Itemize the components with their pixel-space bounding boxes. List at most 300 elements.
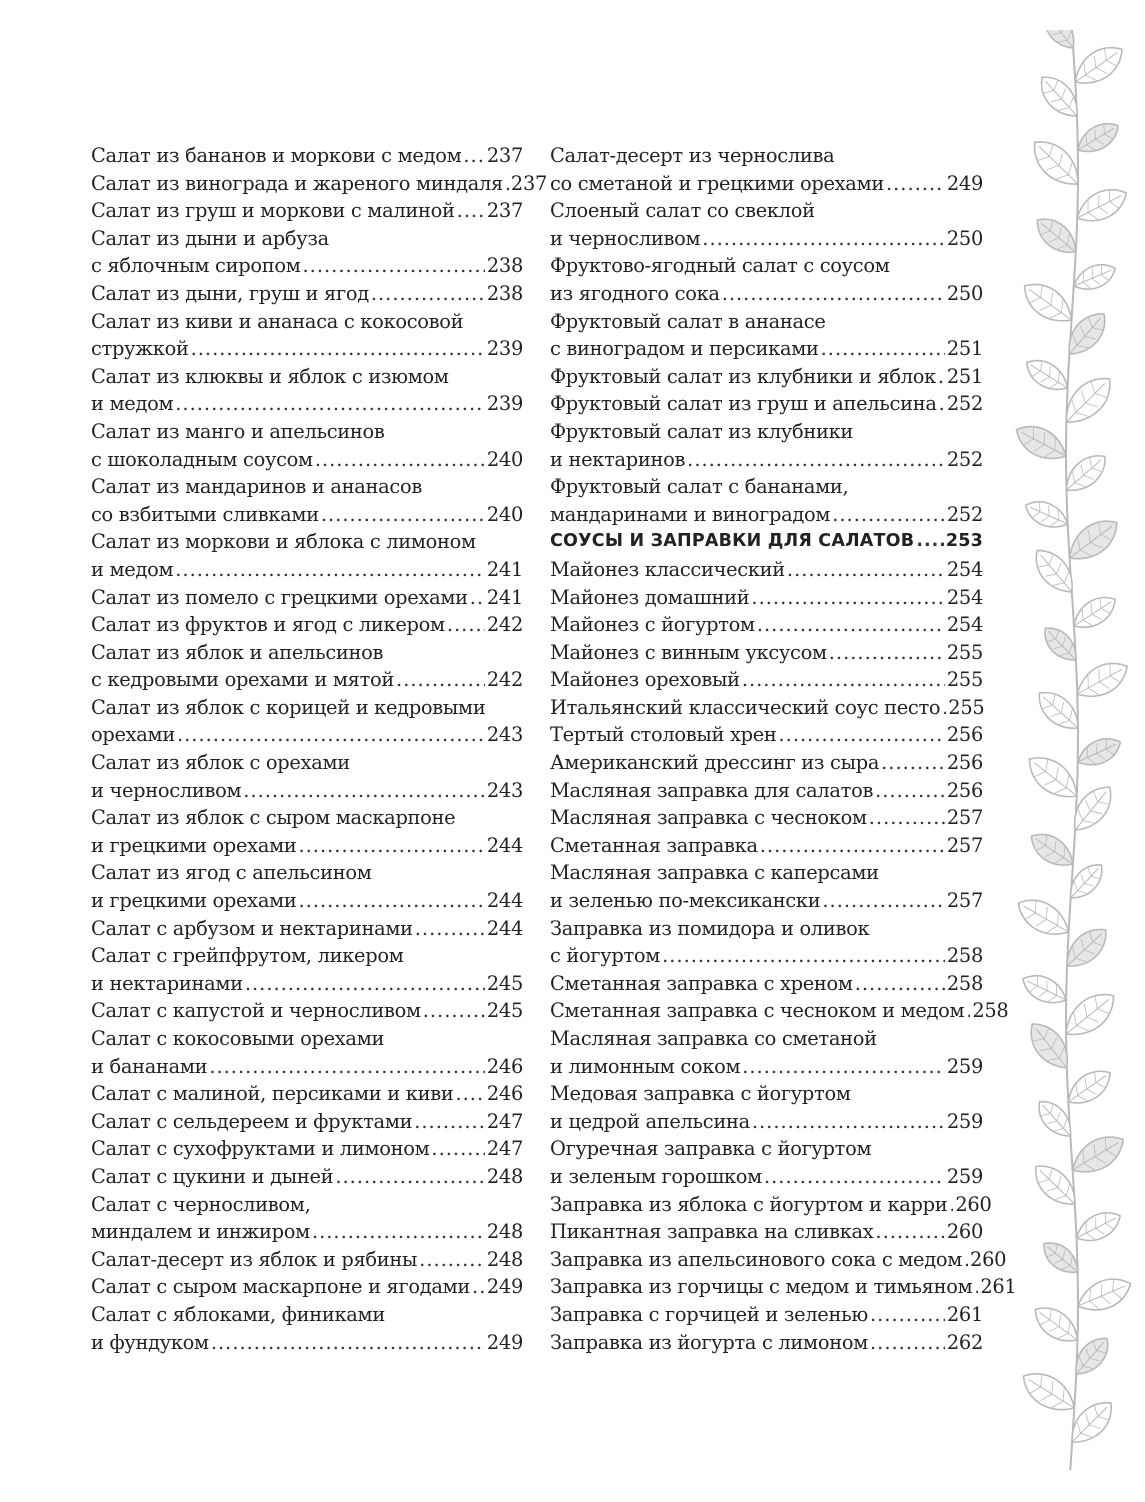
- toc-entry-title: Фруктовый салат из клубники: [550, 419, 854, 443]
- toc-entry: [550, 584, 983, 612]
- toc-entry-line: [550, 1163, 983, 1191]
- toc-entry: [91, 1301, 523, 1356]
- toc-entry-title: и нектаринами: [91, 971, 243, 995]
- toc-entry: [91, 170, 548, 198]
- toc-entry: [550, 556, 983, 584]
- toc-entry-title: и нектаринов: [550, 447, 686, 471]
- toc-entry-line: [550, 335, 983, 363]
- toc-entry-line: [91, 804, 523, 832]
- toc-entry-title: Салат из моркови и яблока с лимоном: [91, 530, 476, 554]
- toc-page-number: 258: [946, 971, 983, 995]
- toc-entry-title: Салат с кокосовыми орехами: [91, 1027, 385, 1050]
- toc-dot-leader: [881, 749, 945, 777]
- toc-entry-line: [550, 584, 983, 612]
- toc-dot-leader: [821, 335, 945, 363]
- toc-entry-title: Салат из яблок с корицей и кедровыми: [91, 695, 486, 719]
- toc-dot-leader: [505, 170, 509, 198]
- toc-entry-line: [91, 556, 523, 584]
- toc-entry-line: [91, 1108, 523, 1136]
- toc-dot-leader: [321, 501, 485, 529]
- toc-dot-leader: [687, 446, 945, 474]
- toc-entry: [550, 1080, 983, 1135]
- toc-page-number: 243: [486, 723, 523, 747]
- toc-entry-title: Майонез ореховый: [550, 668, 740, 692]
- toc-page-number: 258: [946, 944, 983, 968]
- toc-page-number: 250: [946, 226, 983, 250]
- toc-entry: [550, 308, 983, 363]
- toc-entry: [91, 280, 523, 308]
- toc-dot-leader: [371, 280, 485, 308]
- toc-entry-title: Пикантная заправка на сливках: [550, 1220, 874, 1244]
- toc-entry-line: [550, 970, 983, 998]
- toc-page-number: 243: [486, 778, 523, 802]
- toc-entry-line: [91, 335, 523, 363]
- toc-dot-leader: [472, 1273, 485, 1301]
- toc-entry-line: [550, 915, 983, 943]
- toc-entry-title: Заправка из помидора и оливок: [550, 916, 870, 940]
- toc-entry-line: [91, 1301, 523, 1329]
- toc-entry-title: с шоколадным соусом: [91, 447, 313, 471]
- toc-entry: [91, 942, 523, 997]
- toc-entry: [550, 804, 983, 832]
- toc-entry-line: [550, 749, 983, 777]
- toc-dot-leader: [757, 611, 945, 639]
- toc-entry-title: и черносливом: [550, 226, 701, 250]
- toc-entry-line: [91, 142, 523, 170]
- toc-entry-title: Салат из киви и ананаса с кокосовой: [91, 309, 464, 333]
- toc-entry-line: [550, 280, 983, 308]
- toc-entry-line: [91, 308, 523, 336]
- toc-entry-title: Слоеный салат со свеклой: [550, 199, 815, 223]
- toc-entry: [91, 142, 523, 170]
- toc-entry-line: [91, 252, 523, 280]
- toc-dot-leader: [396, 666, 485, 694]
- toc-page-number: 239: [486, 392, 523, 416]
- toc-page-number: 256: [946, 751, 983, 775]
- toc-entry: [550, 1218, 983, 1246]
- toc-entry-title: и лимонным соком: [550, 1054, 741, 1078]
- toc-entry-title: Салат из дыни, груш и ягод: [91, 281, 369, 305]
- toc-entry-line: [91, 1191, 523, 1219]
- toc-entry-title: из ягодного сока: [550, 281, 720, 305]
- toc-entry-line: [550, 887, 983, 915]
- toc-entry-title: Масляная заправка со сметаной: [550, 1027, 877, 1050]
- toc-dot-leader: [869, 804, 945, 832]
- toc-entry: [91, 308, 523, 363]
- toc-page-number: 244: [486, 916, 523, 940]
- toc-entry-line: [91, 749, 523, 777]
- toc-dot-leader: [942, 694, 946, 722]
- toc-page-number: 244: [486, 889, 523, 913]
- toc-entry: [91, 528, 523, 583]
- toc-entry-title: Салат из ягод с апельсином: [91, 861, 372, 885]
- toc-dot-leader: [939, 390, 945, 418]
- toc-entry-line: [550, 639, 983, 667]
- toc-page-number: 259: [946, 1054, 983, 1078]
- toc-entry-line: [550, 832, 983, 860]
- toc-dot-leader: [752, 1108, 945, 1136]
- toc-entry: [550, 666, 983, 694]
- toc-column-left: [91, 142, 548, 1356]
- toc-page-number: 250: [946, 281, 983, 305]
- toc-dot-leader: [298, 832, 484, 860]
- toc-entry: [91, 1025, 523, 1080]
- toc-dot-leader: [455, 1080, 484, 1108]
- toc-entry-line: [91, 1053, 523, 1081]
- toc-entry-title: Фруктовый салат с бананами,: [550, 475, 849, 499]
- toc-entry-title: и бананами: [91, 1054, 208, 1078]
- toc-entry: [91, 859, 523, 914]
- toc-entry-title: Салат из дыни и арбуза: [91, 226, 329, 250]
- toc-dot-leader: [431, 1135, 484, 1163]
- toc-entry-line: [550, 804, 983, 832]
- toc-entry: [550, 473, 983, 528]
- toc-entry: [91, 1246, 523, 1274]
- toc-entry-line: [550, 142, 983, 170]
- toc-page-number: 238: [486, 281, 523, 305]
- toc-page-number: 239: [486, 337, 523, 361]
- toc-dot-leader: [457, 197, 485, 225]
- toc-entry-title: со сметаной и грецкими орехами: [550, 171, 884, 195]
- toc-dot-leader: [964, 1246, 968, 1274]
- toc-page-number: 237: [486, 199, 523, 223]
- toc-entry-line: [550, 170, 983, 198]
- toc-dot-leader: [177, 721, 485, 749]
- toc-dot-leader: [312, 1218, 485, 1246]
- toc-dot-leader: [760, 832, 945, 860]
- toc-entry-line: [91, 970, 523, 998]
- toc-page-number: 260: [970, 1247, 1007, 1271]
- toc-page-number: 262: [946, 1330, 983, 1354]
- toc-page-number: 246: [486, 1054, 523, 1078]
- toc-entry: [550, 859, 983, 914]
- toc-entry-title: Американский дрессинг из сыра: [550, 751, 880, 775]
- toc-dot-leader: [916, 528, 944, 556]
- toc-entry-line: [91, 777, 523, 805]
- toc-dot-leader: [414, 1108, 485, 1136]
- toc-entry: [91, 1135, 523, 1163]
- toc-entry-title: Сметанная заправка: [550, 833, 758, 857]
- toc-entry-title: со взбитыми сливками: [91, 502, 319, 526]
- toc-page-number: 261: [946, 1302, 983, 1326]
- toc-page-number: 252: [946, 502, 983, 526]
- toc-dot-leader: [423, 997, 485, 1025]
- toc-entry-line: [550, 611, 983, 639]
- toc-entry-line: [550, 363, 983, 391]
- toc-page-number: 255: [946, 640, 983, 664]
- toc-dot-leader: [787, 556, 945, 584]
- toc-page-number: 256: [946, 723, 983, 747]
- toc-entry-title: миндалем и инжиром: [91, 1220, 310, 1244]
- toc-dot-leader: [191, 335, 485, 363]
- toc-dot-leader: [463, 142, 485, 170]
- toc-entry: [91, 473, 523, 528]
- toc-entry-title: Майонез с йогуртом: [550, 613, 755, 637]
- toc-entry-line: [91, 473, 523, 501]
- toc-entry-line: [91, 666, 523, 694]
- toc-entry-title: Салат с яблоками, финиками: [91, 1302, 385, 1326]
- toc-entry-line: [91, 1329, 523, 1357]
- toc-entry-line: [550, 997, 1009, 1025]
- toc-entry-title: и черносливом: [91, 778, 242, 802]
- toc-entry: [550, 1191, 992, 1219]
- toc-entry: [550, 418, 983, 473]
- toc-entry: [550, 694, 983, 722]
- toc-entry: [91, 639, 523, 694]
- toc-entry-line: [550, 197, 983, 225]
- toc-page-number: 252: [946, 447, 983, 471]
- toc-entry: [91, 363, 523, 418]
- toc-entry-title: и цедрой апельсина: [550, 1109, 750, 1133]
- toc-entry-title: Итальянский классический соус песто: [550, 695, 941, 719]
- toc-entry-line: [91, 1246, 523, 1274]
- toc-dot-leader: [949, 1191, 953, 1219]
- toc-page-number: 257: [946, 806, 983, 830]
- toc-entry-title: и медом: [91, 557, 174, 581]
- toc-entry-title: Заправка из горчицы с медом и тимьяном: [550, 1275, 973, 1299]
- toc-entry-title: Салат из яблок и апельсинов: [91, 640, 384, 664]
- toc-entry-title: Сметанная заправка с хреном: [550, 971, 853, 995]
- toc-entry-title: Салат с грейпфрутом, ликером: [91, 944, 404, 968]
- toc-entry: [91, 225, 523, 280]
- toc-entry-line: [550, 446, 983, 474]
- toc-entry-title: Салат из винограда и жареного миндаля: [91, 171, 503, 195]
- toc-entry-line: [550, 1135, 983, 1163]
- toc-page-number: 245: [486, 999, 523, 1023]
- toc-entry: [91, 611, 523, 639]
- toc-entry-line: [91, 170, 548, 198]
- toc-entry-line: [550, 1108, 983, 1136]
- toc-entry-title: Салат с малиной, персиками и киви: [91, 1082, 454, 1106]
- toc-entry: [91, 749, 523, 804]
- toc-entry-line: [91, 887, 523, 915]
- toc-entry-line: [91, 639, 523, 667]
- toc-dot-leader: [303, 252, 485, 280]
- toc-entry-line: [91, 446, 523, 474]
- toc-page-number: 246: [486, 1082, 523, 1106]
- toc-dot-leader: [415, 915, 485, 943]
- toc-entry-line: [91, 501, 523, 529]
- toc-entry-line: [91, 528, 523, 556]
- toc-section-heading: [550, 528, 983, 556]
- toc-page-number: 251: [946, 337, 983, 361]
- toc-entry: [91, 1108, 523, 1136]
- toc-entry-line: [550, 473, 983, 501]
- toc-entry-title: Салат из яблок с сыром маскарпоне: [91, 806, 456, 830]
- toc-entry-line: [550, 1301, 983, 1329]
- toc-page-number: 244: [486, 833, 523, 857]
- toc-page-number: 249: [486, 1330, 523, 1354]
- toc-entry-line: [550, 225, 983, 253]
- toc-entry-title: Салат-десерт из чернослива: [550, 144, 835, 167]
- toc-entry-line: [550, 1246, 1007, 1274]
- toc-entry-title: с виноградом и персиками: [550, 337, 819, 361]
- toc-page-number: 238: [486, 254, 523, 278]
- toc-entry-line: [550, 528, 983, 556]
- toc-entry-line: [550, 1191, 992, 1219]
- toc-entry-line: [91, 859, 523, 887]
- toc-entry-line: [550, 859, 983, 887]
- toc-dot-leader: [886, 170, 945, 198]
- toc-page-number: 237: [510, 171, 548, 195]
- toc-dot-leader: [243, 777, 485, 805]
- toc-entry-line: [91, 611, 523, 639]
- toc-page-number: 261: [980, 1275, 1017, 1299]
- toc-entry-title: Майонез с винным уксусом: [550, 640, 827, 664]
- toc-page-number: 249: [946, 171, 983, 195]
- toc-entry-title: Заправка с горчицей и зеленью: [550, 1302, 868, 1326]
- toc-dot-leader: [315, 446, 485, 474]
- toc-entry-line: [550, 252, 983, 280]
- toc-entry-title: с йогуртом: [550, 944, 661, 968]
- toc-dot-leader: [855, 970, 945, 998]
- toc-entry-title: Заправка из апельсинового сока с медом: [550, 1247, 963, 1271]
- toc-entry-line: [550, 501, 983, 529]
- toc-entry-line: [550, 777, 983, 805]
- toc-page-number: 251: [946, 364, 983, 388]
- toc-dot-leader: [870, 1301, 945, 1329]
- toc-entry-title: с кедровыми орехами и мятой: [91, 668, 395, 692]
- toc-page-number: 254: [946, 557, 983, 581]
- toc-page-number: 242: [486, 668, 523, 692]
- toc-entry-title: Фруктовый салат в ананасе: [550, 309, 826, 333]
- toc-entry-line: [91, 197, 523, 225]
- toc-dot-leader: [938, 363, 945, 391]
- toc-dot-leader: [870, 1329, 945, 1357]
- toc-entry-title: и грецкими орехами: [91, 833, 297, 857]
- toc-entry-line: [91, 1025, 523, 1053]
- toc-dot-leader: [764, 1163, 945, 1191]
- toc-entry: [91, 804, 523, 859]
- toc-entry-title: Салат с арбузом и нектаринами: [91, 916, 413, 940]
- toc-entry-title: стружкой: [91, 337, 189, 361]
- toc-entry-line: [550, 666, 983, 694]
- toc-entry-line: [91, 225, 523, 253]
- toc-entry: [550, 1273, 1017, 1301]
- toc-entry: [550, 1301, 983, 1329]
- toc-entry: [550, 252, 983, 307]
- toc-page-number: 237: [486, 144, 523, 167]
- toc-entry-line: [550, 1080, 983, 1108]
- toc-dot-leader: [298, 887, 484, 915]
- toc-page-number: 254: [946, 585, 983, 609]
- toc-column-right: [550, 142, 1017, 1356]
- toc-entry-line: [91, 915, 523, 943]
- toc-dot-leader: [822, 887, 944, 915]
- toc-entry: [91, 418, 523, 473]
- toc-entry-line: [91, 997, 523, 1025]
- toc-dot-leader: [447, 611, 485, 639]
- toc-entry: [550, 197, 983, 252]
- toc-entry-title: Салат из манго и апельсинов: [91, 419, 385, 443]
- toc-entry: [550, 749, 983, 777]
- toc-entry-title: Фруктовый салат из клубники и яблок: [550, 364, 936, 388]
- toc-entry-line: [550, 1053, 983, 1081]
- toc-dot-leader: [875, 1218, 944, 1246]
- toc-page-number: 260: [955, 1192, 992, 1216]
- toc-page-number: 257: [946, 889, 983, 913]
- toc-entry: [550, 970, 983, 998]
- toc-page-number: 255: [948, 695, 985, 719]
- toc-entry-title: Салат-десерт из яблок и рябины: [91, 1247, 418, 1271]
- toc-page-number: 257: [946, 833, 983, 857]
- toc-entry-line: [91, 832, 523, 860]
- toc-page-number: 241: [486, 557, 523, 581]
- toc-entry-title: и зеленью по-мексикански: [550, 889, 821, 913]
- toc-entry-line: [550, 418, 983, 446]
- toc-entry-title: Огуречная заправка с йогуртом: [550, 1137, 872, 1161]
- toc-entry-title: с яблочным сиропом: [91, 254, 301, 278]
- toc-entry: [550, 1246, 1007, 1274]
- toc-page-number: 242: [486, 613, 523, 637]
- toc-page-number: 253: [945, 531, 983, 552]
- toc-page-number: 254: [946, 613, 983, 637]
- toc-entry-line: [550, 942, 983, 970]
- toc-page-number: 248: [486, 1220, 523, 1244]
- toc-entry: [550, 611, 983, 639]
- toc-entry: [550, 1135, 983, 1190]
- toc-entry: [550, 777, 983, 805]
- toc-entry: [550, 390, 983, 418]
- toc-dot-leader: [875, 777, 945, 805]
- toc-entry-line: [91, 1273, 523, 1301]
- toc-dot-leader: [211, 1329, 485, 1357]
- toc-entry-title: Салат из груш и моркови с малиной: [91, 199, 455, 223]
- toc-entry-title: СОУСЫ И ЗАПРАВКИ ДЛЯ САЛАТОВ: [550, 531, 915, 552]
- toc-entry-line: [550, 694, 983, 722]
- toc-entry-line: [91, 363, 523, 391]
- toc-entry: [91, 1273, 523, 1301]
- toc-entry-title: Фруктово-ягодный салат с соусом: [550, 254, 890, 278]
- toc-entry: [91, 1191, 523, 1246]
- toc-page-number: 248: [486, 1247, 523, 1271]
- toc-entry-title: Масляная заправка с чесноком: [550, 806, 867, 830]
- toc-entry-line: [550, 1329, 983, 1357]
- toc-page-number: 240: [486, 447, 523, 471]
- toc-entry-line: [91, 1080, 523, 1108]
- toc-dot-leader: [832, 501, 945, 529]
- toc-entry: [550, 721, 983, 749]
- toc-entry-title: мандаринами и виноградом: [550, 502, 831, 526]
- toc-entry: [550, 639, 983, 667]
- toc-entry-line: [91, 390, 523, 418]
- toc-dot-leader: [702, 225, 945, 253]
- toc-entry-line: [550, 1025, 983, 1053]
- toc-entry-line: [550, 1273, 1017, 1301]
- toc-entry-title: и фундуком: [91, 1330, 209, 1354]
- toc-entry: [550, 915, 983, 970]
- toc-page-number: 260: [946, 1220, 983, 1244]
- toc-dot-leader: [245, 970, 485, 998]
- toc-entry-title: Салат с капустой и черносливом: [91, 999, 421, 1023]
- toc-entry-line: [550, 1218, 983, 1246]
- toc-entry-title: Масляная заправка для салатов: [550, 778, 874, 802]
- toc-entry-line: [91, 280, 523, 308]
- toc-page-number: 249: [486, 1275, 523, 1299]
- toc-entry: [550, 142, 983, 197]
- toc-dot-leader: [829, 639, 945, 667]
- toc-dot-leader: [742, 666, 945, 694]
- toc-dot-leader: [742, 1053, 945, 1081]
- toc-dot-leader: [662, 942, 945, 970]
- toc-entry-title: Салат с черносливом,: [91, 1192, 311, 1216]
- toc-entry-line: [91, 942, 523, 970]
- toc-entry-line: [550, 308, 983, 336]
- toc-dot-leader: [751, 584, 944, 612]
- toc-entry: [91, 584, 523, 612]
- toc-entry-line: [91, 721, 523, 749]
- toc-page-number: 247: [486, 1137, 523, 1161]
